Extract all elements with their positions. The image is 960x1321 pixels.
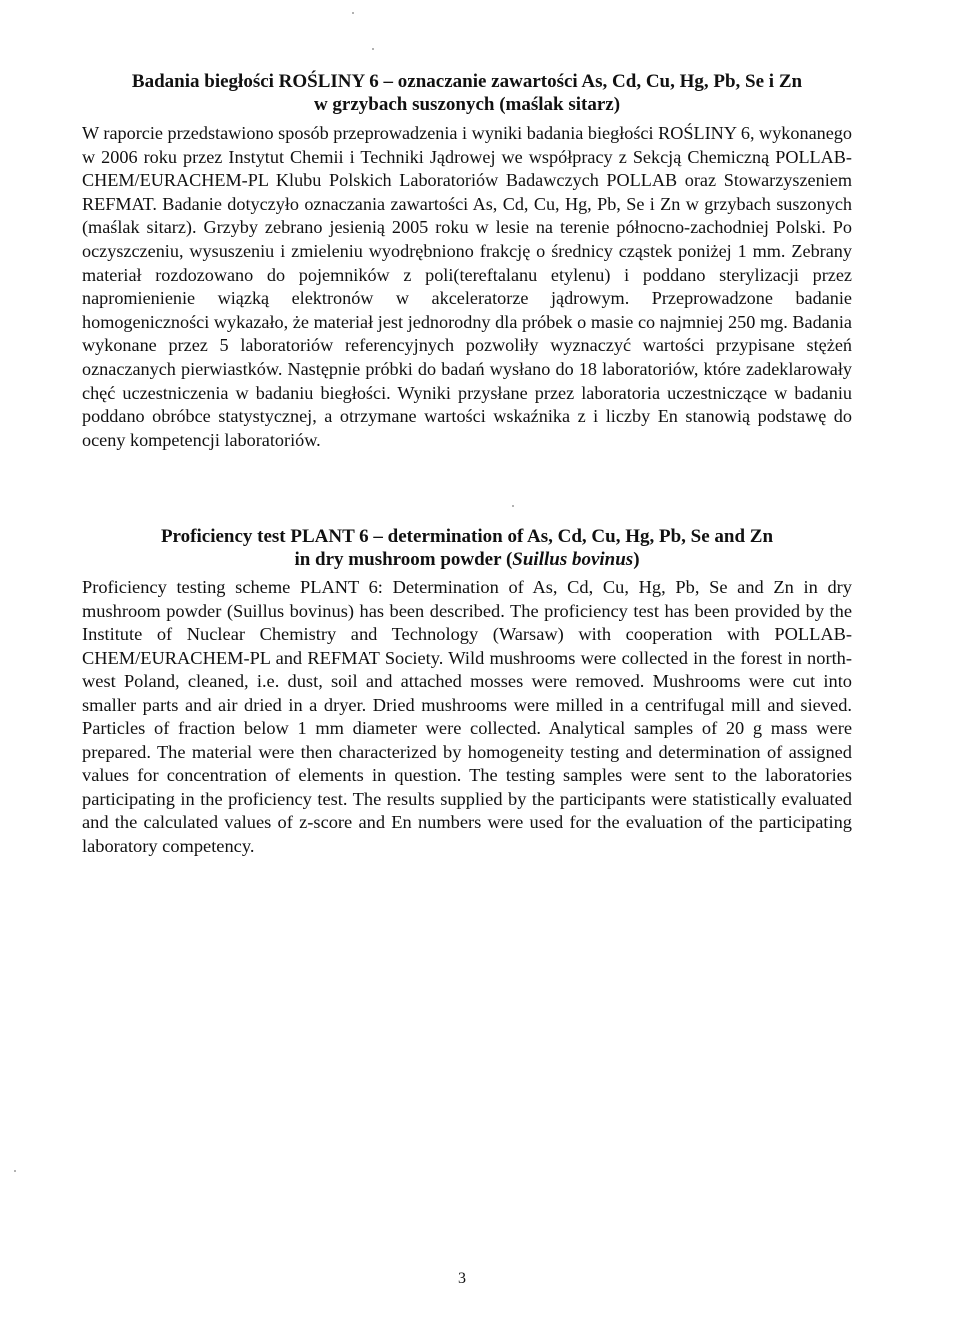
species-name: Suillus bovinus — [512, 549, 634, 570]
scan-speck — [14, 1170, 16, 1172]
english-title-prefix: in dry mushroom powder ( — [294, 549, 513, 570]
page-number: 3 — [458, 1270, 466, 1287]
polish-title-line-2: w grzybach suszonych (maślak sitarz) — [313, 94, 621, 115]
polish-title — [82, 70, 852, 116]
scan-speck — [372, 48, 374, 50]
english-section — [82, 525, 852, 858]
english-title-suffix: ) — [633, 549, 640, 570]
english-abstract: Proficiency testing scheme PLANT 6: Determination of As, Cd, Cu, Hg, Pb, Se and Zn in dry mushroom powder (Suillus bovinus) has been described. The proficiency test has been provided by the Institute of Nuclear Chemistry and Technology (Warsaw) with cooperation with POLLAB-CHEM/EURACHEM-PL and REFMAT Society. Wild mushrooms were collected in the forest in north-west Poland, cleaned, i.e. dust, soil and attached mosses were removed. Mushrooms were cut into smaller parts and air dried in a dryer. Dried mushrooms were milled in a centrifugal mill and sieved. Particles of fraction below 1 mm diameter were collected. Analytical samples of 20 g mass were prepared. The material were then characterized by homogeneity testing and determination of assigned values for concentration of elements in question. The testing samples were sent to the laboratories participating in the proficiency test. The results supplied by the participants were statistically evaluated and the calculated values of z-score and En numbers were used for the evaluation of the participating laboratory competency. — [82, 577, 852, 856]
english-title-line-1: Proficiency test PLANT 6 – determination of As, Cd, Cu, Hg, Pb, Se and Zn — [160, 526, 774, 547]
polish-section — [82, 70, 852, 452]
polish-abstract: W raporcie przedstawiono sposób przeprowadzenia i wyniki badania biegłości ROŚLINY 6, wykonanego w 2006 roku przez Instytut Chemii i Techniki Jądrowej we współpracy z Sekcją Chemiczną POLLAB-CHEM/EURACHEM-PL Klubu Polskich Laboratoriów Badawczych POLLAB oraz Stowarzyszeniem REFMAT. Badanie dotyczyło oznaczania zawartości As, Cd, Cu, Hg, Pb, Se i Zn w grzybach suszonych (maślak sitarz). Grzyby zebrano jesienią 2005 roku w lesie na terenie północno-zachodniej Polski. Po oczyszczeniu, wysuszeniu i zmieleniu wyodrębniono frakcję o średnicy cząstek poniżej 1 mm. Zebrany materiał rozdozowano do pojemników z poli(tereftalanu etylenu) i poddano sterylizacji przez napromienienie wiązką elektronów w akceleratorze jądrowym. Przeprowadzone badanie homogeniczności wykazało, że materiał jest jednorodny dla próbek o masie co najmniej 250 mg. Badania wykonane przez 5 laboratoriów referencyjnych pozwoliły wyznaczyć wartości przypisane stężeń oznaczanych pierwiastków. Następnie próbki do badań wysłano do 18 laboratoriów, które zadeklarowały chęć uczestniczenia w badaniu biegłości. Wyniki przysłane przez laboratoria uczestniczące w badaniu poddano obróbce statystycznej, a otrzymane wartości wskaźnika z i liczby En stanowią podstawę do oceny kompetencji laboratoriów. — [82, 123, 852, 450]
scan-speck — [352, 12, 354, 14]
scan-speck — [512, 505, 514, 507]
polish-title-line-1: Badania biegłości ROŚLINY 6 – oznaczanie zawartości As, Cd, Cu, Hg, Pb, Se i Zn — [131, 71, 803, 92]
english-title-line-2 — [82, 548, 852, 571]
english-title — [82, 525, 852, 571]
